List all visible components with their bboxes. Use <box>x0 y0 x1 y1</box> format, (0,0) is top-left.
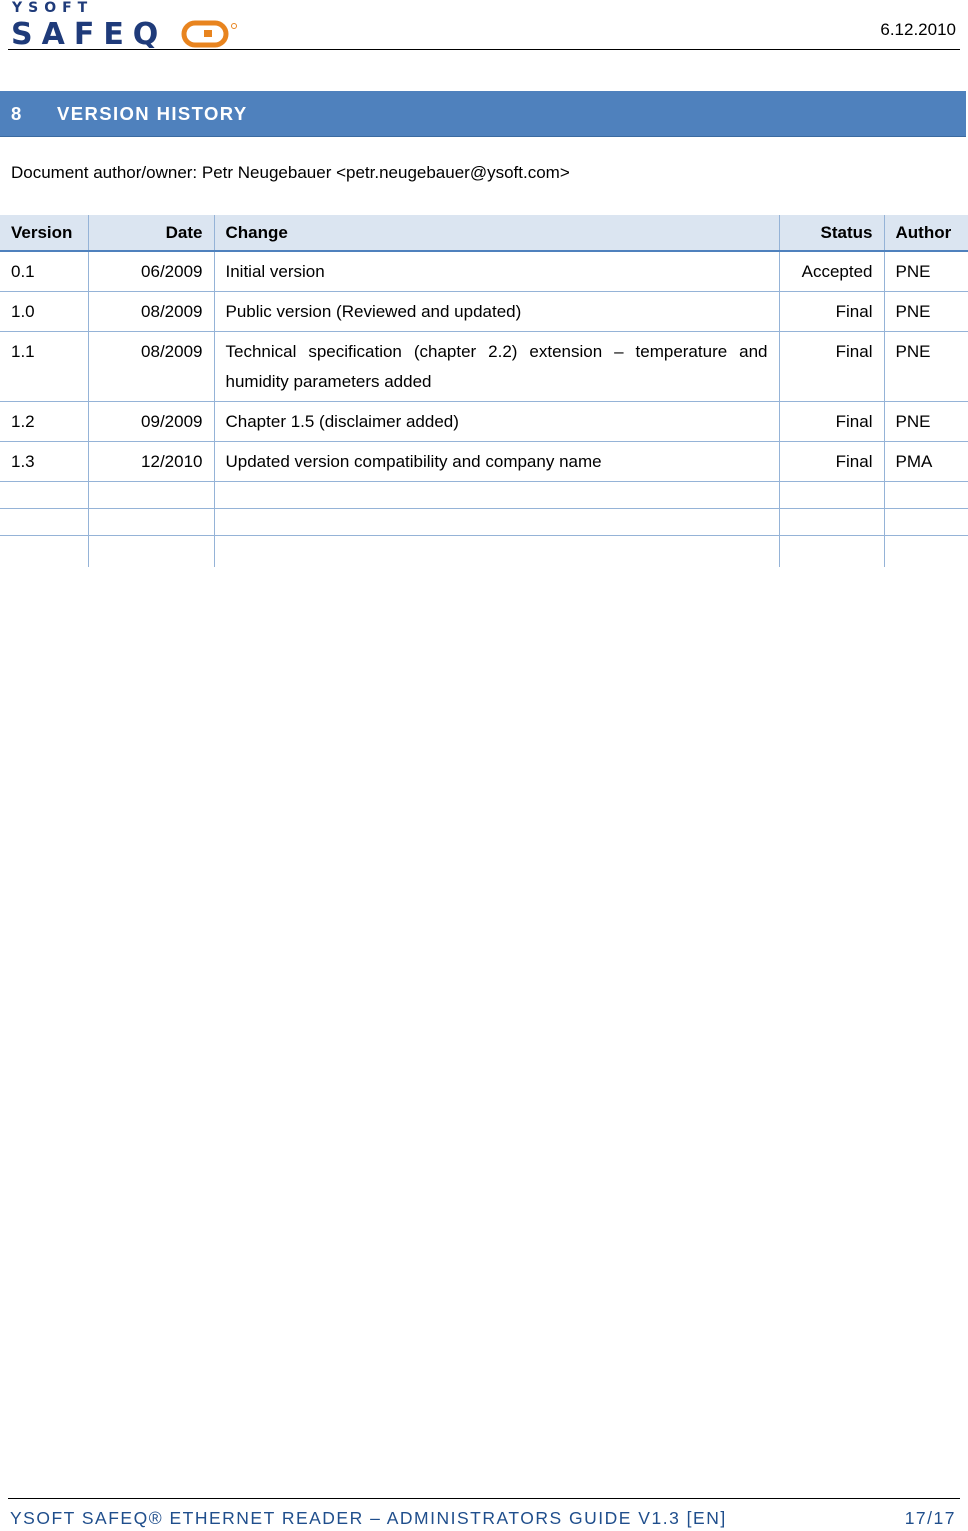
logo-safeq-text: SAFEQ <box>11 17 168 48</box>
cell-author: PNE <box>884 251 968 292</box>
cell-version: 0.1 <box>0 251 88 292</box>
cell-date: 09/2009 <box>88 402 214 442</box>
cell-date: 06/2009 <box>88 251 214 292</box>
document-author-line: Document author/owner: Petr Neugebauer <petr.neugebauer@ysoft.com> <box>11 163 570 182</box>
footer-document-title: YSOFT SAFEQ® ETHERNET READER – ADMINISTRATORS GUIDE V1.3 [EN] <box>10 1508 727 1528</box>
table-row <box>0 442 968 482</box>
section-heading <box>0 91 966 137</box>
cell-change: Chapter 1.5 (disclaimer added) <box>214 402 779 442</box>
logo-ysoft-text: YSOFT <box>12 0 94 16</box>
column-header-version: Version <box>0 215 88 251</box>
table-row <box>0 332 968 402</box>
empty-table-row <box>0 536 968 568</box>
cell-date: 08/2009 <box>88 332 214 402</box>
header-date: 6.12.2010 <box>880 20 956 39</box>
column-header-date: Date <box>88 215 214 251</box>
cell-date: 12/2010 <box>88 442 214 482</box>
cell-author: PNE <box>884 292 968 332</box>
column-header-author: Author <box>884 215 968 251</box>
footer-divider <box>8 1498 960 1499</box>
cell-author: PNE <box>884 332 968 402</box>
cell-author: PNE <box>884 402 968 442</box>
cell-status: Accepted <box>779 251 884 292</box>
table-header-row <box>0 215 968 251</box>
cell-date: 08/2009 <box>88 292 214 332</box>
table-row <box>0 251 968 292</box>
cell-status: Final <box>779 402 884 442</box>
ysoft-safeq-logo <box>10 0 240 48</box>
cell-status: Final <box>779 442 884 482</box>
cell-change: Technical specification (chapter 2.2) extension – temperature and humidity parameters added <box>214 332 779 402</box>
cell-change: Initial version <box>214 251 779 292</box>
footer-page-number: 17/17 <box>904 1508 956 1528</box>
header-divider <box>8 49 960 50</box>
column-header-change: Change <box>214 215 779 251</box>
empty-table-row <box>0 509 968 536</box>
cell-version: 1.2 <box>0 402 88 442</box>
table-row <box>0 402 968 442</box>
column-header-status: Status <box>779 215 884 251</box>
section-title: VERSION HISTORY <box>57 102 248 124</box>
cell-version: 1.1 <box>0 332 88 402</box>
table-row <box>0 292 968 332</box>
section-number: 8 <box>11 102 23 124</box>
cell-status: Final <box>779 292 884 332</box>
cell-version: 1.0 <box>0 292 88 332</box>
cell-version: 1.3 <box>0 442 88 482</box>
cell-change: Public version (Reviewed and updated) <box>214 292 779 332</box>
cell-author: PMA <box>884 442 968 482</box>
cell-change: Updated version compatibility and company name <box>214 442 779 482</box>
empty-table-row <box>0 482 968 509</box>
cell-status: Final <box>779 332 884 402</box>
version-history-table <box>0 215 968 567</box>
